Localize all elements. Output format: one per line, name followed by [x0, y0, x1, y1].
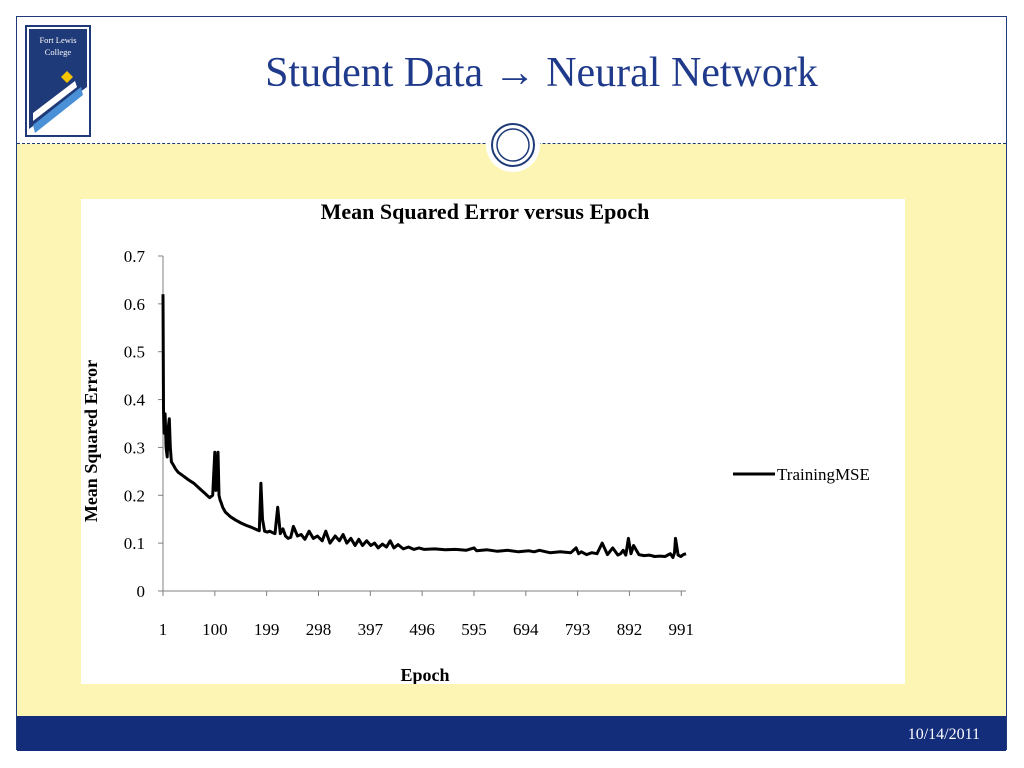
- slide-footer: [17, 716, 1006, 751]
- y-tick-label: 0.7: [123, 247, 145, 266]
- y-tick-label: 0: [136, 582, 145, 601]
- y-tick-label: 0.2: [123, 486, 145, 506]
- plot-area: [163, 294, 686, 557]
- chart-title: Mean Squared Error versus Epoch: [320, 199, 650, 224]
- title-right: Neural Network: [546, 50, 818, 96]
- slide: [16, 16, 1007, 750]
- legend-label: TrainingMSE: [777, 465, 870, 484]
- mse-chart: [81, 199, 905, 684]
- chart-axes: [124, 247, 694, 639]
- y-tick-label: 0.4: [123, 390, 145, 410]
- y-tick-label: 0.1: [123, 534, 145, 554]
- content-area: [17, 144, 1006, 716]
- series-group: [163, 294, 686, 557]
- circle-ornament-icon: [485, 117, 541, 173]
- x-tick-label: 793: [564, 620, 591, 639]
- x-tick-label: 397: [357, 620, 384, 639]
- logo-line-2: College: [44, 47, 72, 57]
- x-tick-label: 199: [253, 620, 280, 639]
- logo-line-1: Fort Lewis: [39, 35, 77, 45]
- fort-lewis-college-logo: [25, 25, 91, 137]
- chart-legend: [733, 465, 870, 484]
- y-tick-label: 0.5: [123, 342, 145, 362]
- y-axis-label: Mean Squared Error: [81, 359, 101, 523]
- x-tick-label: 496: [409, 620, 435, 639]
- chart-panel: [81, 199, 905, 684]
- arrow-right-icon: →: [493, 50, 536, 96]
- x-tick-label: 298: [305, 620, 332, 639]
- series-line: [163, 294, 686, 557]
- slide-date: 10/14/2011: [907, 726, 980, 743]
- x-tick-label: 100: [202, 620, 228, 639]
- x-tick-label: 694: [513, 620, 539, 639]
- y-tick-label: 0.6: [123, 294, 145, 314]
- x-tick-label: 1: [158, 620, 168, 639]
- x-tick-label: 892: [616, 620, 643, 639]
- slide-title: [117, 49, 966, 97]
- x-axis-label: Epoch: [400, 665, 450, 684]
- x-tick-label: 595: [461, 620, 487, 639]
- title-left: Student Data: [265, 50, 484, 96]
- y-tick-label: 0.3: [123, 438, 145, 458]
- x-tick-label: 991: [668, 620, 695, 639]
